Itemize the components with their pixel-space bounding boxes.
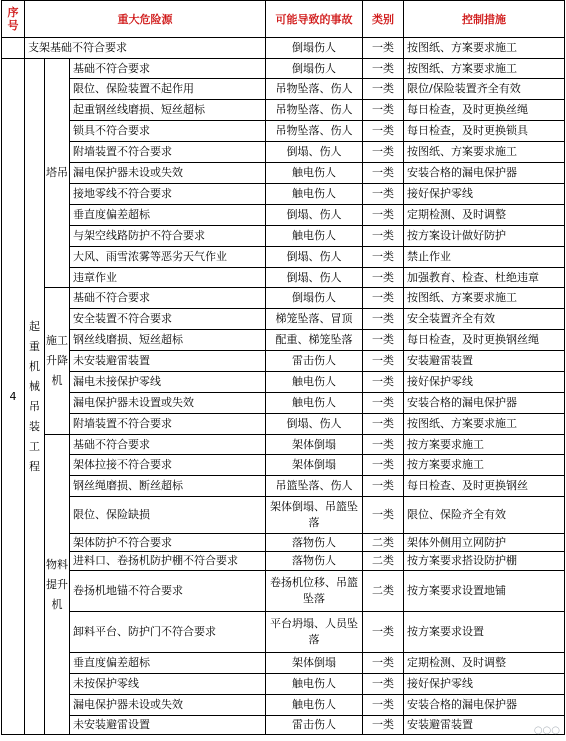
accident-cell: 倒塌伤人: [266, 59, 363, 79]
category-cell: 一类: [363, 455, 404, 476]
category-cell: 一类: [363, 205, 404, 226]
accident-cell: 触电伤人: [266, 184, 363, 205]
hazard-cell: 基础不符合要求: [70, 435, 266, 455]
category-cell: 一类: [363, 100, 404, 121]
table-row: [2, 571, 565, 612]
table-row: [2, 268, 565, 288]
table-row: [2, 351, 565, 372]
table-row: [2, 226, 565, 247]
hazard-cell: 限位、保险缺损: [70, 497, 266, 534]
category-cell: 一类: [363, 121, 404, 142]
group-name-cell: 起重机械吊装工程: [25, 59, 45, 735]
hazard-cell: 架体拉接不符合要求: [70, 455, 266, 476]
measure-cell: 按图纸、方案要求施工: [404, 59, 565, 79]
measure-cell: 安装避雷装置: [404, 716, 565, 735]
header-category: 类别: [363, 1, 404, 38]
accident-cell: 雷击伤人: [266, 351, 363, 372]
category-cell: 一类: [363, 497, 404, 534]
measure-cell: 安全装置齐全有效: [404, 309, 565, 330]
category-cell: 一类: [363, 330, 404, 351]
table-row: [2, 497, 565, 534]
category-cell: 一类: [363, 476, 404, 497]
hazard-cell: 违章作业: [70, 268, 266, 288]
category-cell: 一类: [363, 309, 404, 330]
category-cell: 一类: [363, 59, 404, 79]
category-cell: 一类: [363, 226, 404, 247]
accident-cell: 梯笼坠落、冒顶: [266, 309, 363, 330]
category-cell: 一类: [363, 38, 404, 59]
category-cell: 一类: [363, 716, 404, 735]
category-cell: 一类: [363, 653, 404, 674]
accident-cell: 吊篮坠落、伤人: [266, 476, 363, 497]
table-row: [2, 716, 565, 735]
table-row: [2, 309, 565, 330]
table-row: [2, 205, 565, 226]
hazard-cell: 未安装避雷装置: [70, 351, 266, 372]
hazard-cell: 起重钢丝线磨损、短丝超标: [70, 100, 266, 121]
accident-cell: 卷扬机位移、吊篮坠落: [266, 571, 363, 612]
table-body: [2, 38, 565, 735]
hazard-cell: 安全装置不符合要求: [70, 309, 266, 330]
table-row: [2, 247, 565, 268]
hazard-cell: 漏电保护器未设或失效: [70, 163, 266, 184]
category-cell: 一类: [363, 142, 404, 163]
hazard-cell: 支架基础不符合要求: [25, 38, 266, 59]
accident-cell: 触电伤人: [266, 393, 363, 414]
table-row: [2, 38, 565, 59]
table-row: [2, 288, 565, 309]
table-row: [2, 100, 565, 121]
category-cell: 一类: [363, 612, 404, 653]
accident-cell: 倒塌伤人: [266, 288, 363, 309]
hazard-cell: 漏电保护器未设或失效: [70, 695, 266, 716]
accident-cell: 倒塌伤人: [266, 38, 363, 59]
hazard-cell: 进料口、卷扬机防护棚不符合要求: [70, 552, 266, 571]
measure-cell: 按方案要求施工: [404, 435, 565, 455]
measure-cell: 按图纸、方案要求施工: [404, 414, 565, 435]
table-row: [2, 121, 565, 142]
category-cell: 一类: [363, 414, 404, 435]
hazard-cell: 基础不符合要求: [70, 59, 266, 79]
category-cell: 二类: [363, 534, 404, 552]
measure-cell: 加强教育、检查、杜绝违章: [404, 268, 565, 288]
hazard-cell: 架体防护不符合要求: [70, 534, 266, 552]
measure-cell: 安装避雷装置: [404, 351, 565, 372]
category-cell: 二类: [363, 552, 404, 571]
category-cell: 一类: [363, 268, 404, 288]
measure-cell: 接好保护零线: [404, 184, 565, 205]
table-row: [2, 414, 565, 435]
measure-cell: 每日检查，及时更换钢丝绳: [404, 330, 565, 351]
table-row: [2, 79, 565, 100]
category-cell: 二类: [363, 571, 404, 612]
table-row: [2, 674, 565, 695]
measure-cell: 定期检测、及时调整: [404, 205, 565, 226]
table-row: [2, 163, 565, 184]
accident-cell: 触电伤人: [266, 372, 363, 393]
table-row: [2, 59, 565, 79]
hazard-cell: 未按保护零线: [70, 674, 266, 695]
table-row: [2, 476, 565, 497]
measure-cell: 每日检查，及时更换锁具: [404, 121, 565, 142]
category-cell: 一类: [363, 372, 404, 393]
equipment-name-cell: 施工升降机: [45, 288, 70, 435]
accident-cell: 触电伤人: [266, 695, 363, 716]
measure-cell: 限位、保险齐全有效: [404, 497, 565, 534]
accident-cell: 倒塌、伤人: [266, 268, 363, 288]
hazard-cell: 垂直度偏差超标: [70, 205, 266, 226]
hazard-cell: 限位、保险装置不起作用: [70, 79, 266, 100]
category-cell: 一类: [363, 351, 404, 372]
measure-cell: 接好保护零线: [404, 674, 565, 695]
accident-cell: 平台坍塌、人员坠落: [266, 612, 363, 653]
accident-cell: 配重、梯笼坠落: [266, 330, 363, 351]
hazard-cell: 锁具不符合要求: [70, 121, 266, 142]
watermark-logo: ○○○: [533, 725, 560, 736]
measure-cell: 接好保护零线: [404, 372, 565, 393]
accident-cell: 落物伤人: [266, 552, 363, 571]
accident-cell: 吊物坠落、伤人: [266, 79, 363, 100]
measure-cell: 按方案要求搭设防护棚: [404, 552, 565, 571]
hazard-cell: 钢丝绳磨损、断丝超标: [70, 476, 266, 497]
hazard-cell: 基础不符合要求: [70, 288, 266, 309]
accident-cell: 倒塌、伤人: [266, 205, 363, 226]
measure-cell: 按方案要求设置地铺: [404, 571, 565, 612]
accident-cell: 架体倒塌: [266, 653, 363, 674]
measure-cell: 每日检查、及时更换钢丝: [404, 476, 565, 497]
table-row: [2, 142, 565, 163]
hazard-cell: 与架空线路防护不符合要求: [70, 226, 266, 247]
header-hazard: 重大危险源: [25, 1, 266, 38]
measure-cell: 按图纸、方案要求施工: [404, 142, 565, 163]
header-row: [2, 1, 565, 38]
accident-cell: 倒塌、伤人: [266, 247, 363, 268]
hazard-cell: 附墙装置不符合要求: [70, 142, 266, 163]
accident-cell: 触电伤人: [266, 674, 363, 695]
accident-cell: 倒塌、伤人: [266, 142, 363, 163]
measure-cell: 定期检测、及时调整: [404, 653, 565, 674]
measure-cell: 每日检查，及时更换丝绳: [404, 100, 565, 121]
category-cell: 一类: [363, 79, 404, 100]
category-cell: 一类: [363, 163, 404, 184]
table-row: [2, 393, 565, 414]
hazard-cell: 附墙装置不符合要求: [70, 414, 266, 435]
measure-cell: 安装合格的漏电保护器: [404, 163, 565, 184]
category-cell: 一类: [363, 288, 404, 309]
equipment-name-cell: 物料提升机: [45, 435, 70, 735]
group-seq-cell: 4: [2, 59, 25, 735]
table-row: [2, 330, 565, 351]
measure-cell: 架体外侧用立网防护: [404, 534, 565, 552]
accident-cell: 雷击伤人: [266, 716, 363, 735]
accident-cell: 架体倒塌、吊篮坠落: [266, 497, 363, 534]
measure-cell: 安装合格的漏电保护器: [404, 393, 565, 414]
category-cell: 一类: [363, 393, 404, 414]
category-cell: 一类: [363, 247, 404, 268]
hazard-cell: 未安装避雷设置: [70, 716, 266, 735]
category-cell: 一类: [363, 435, 404, 455]
table-row: [2, 695, 565, 716]
table-row: [2, 455, 565, 476]
hazard-cell: 漏电保护器未设置或失效: [70, 393, 266, 414]
accident-cell: 架体倒塌: [266, 455, 363, 476]
category-cell: 一类: [363, 674, 404, 695]
hazard-cell: 大风、雨雪浓雾等恶劣天气作业: [70, 247, 266, 268]
measure-cell: 按方案要求施工: [404, 455, 565, 476]
hazard-cell: 垂直度偏差超标: [70, 653, 266, 674]
accident-cell: 触电伤人: [266, 163, 363, 184]
table-row: [2, 184, 565, 205]
table-row: [2, 534, 565, 552]
header-seq: 序号: [2, 1, 25, 38]
category-cell: 一类: [363, 184, 404, 205]
hazard-cell: 卷扬机地锚不符合要求: [70, 571, 266, 612]
category-cell: 一类: [363, 695, 404, 716]
hazard-cell: 接地零线不符合要求: [70, 184, 266, 205]
table-row: [2, 612, 565, 653]
measure-cell: 安装合格的漏电保护器: [404, 695, 565, 716]
measure-cell: 限位/保险装置齐全有效: [404, 79, 565, 100]
accident-cell: 吊物坠落、伤人: [266, 100, 363, 121]
hazard-cell: 钢丝线磨损、短丝超标: [70, 330, 266, 351]
table-row: [2, 435, 565, 455]
accident-cell: 触电伤人: [266, 226, 363, 247]
accident-cell: 架体倒塌: [266, 435, 363, 455]
seq-cell: [2, 38, 25, 59]
measure-cell: 按图纸、方案要求施工: [404, 288, 565, 309]
equipment-name-cell: 塔吊: [45, 59, 70, 288]
hazard-table: [1, 0, 565, 735]
accident-cell: 倒塌、伤人: [266, 414, 363, 435]
hazard-cell: 漏电未接保护零线: [70, 372, 266, 393]
measure-cell: 按方案要求设置: [404, 612, 565, 653]
measure-cell: 禁止作业: [404, 247, 565, 268]
measure-cell: 按图纸、方案要求施工: [404, 38, 565, 59]
table-row: [2, 653, 565, 674]
header-measure: 控制措施: [404, 1, 565, 38]
table-row: [2, 372, 565, 393]
measure-cell: 按方案设计做好防护: [404, 226, 565, 247]
accident-cell: 落物伤人: [266, 534, 363, 552]
table-row: [2, 552, 565, 571]
header-accident: 可能导致的事故: [266, 1, 363, 38]
accident-cell: 吊物坠落、伤人: [266, 121, 363, 142]
hazard-cell: 卸料平台、防护门不符合要求: [70, 612, 266, 653]
